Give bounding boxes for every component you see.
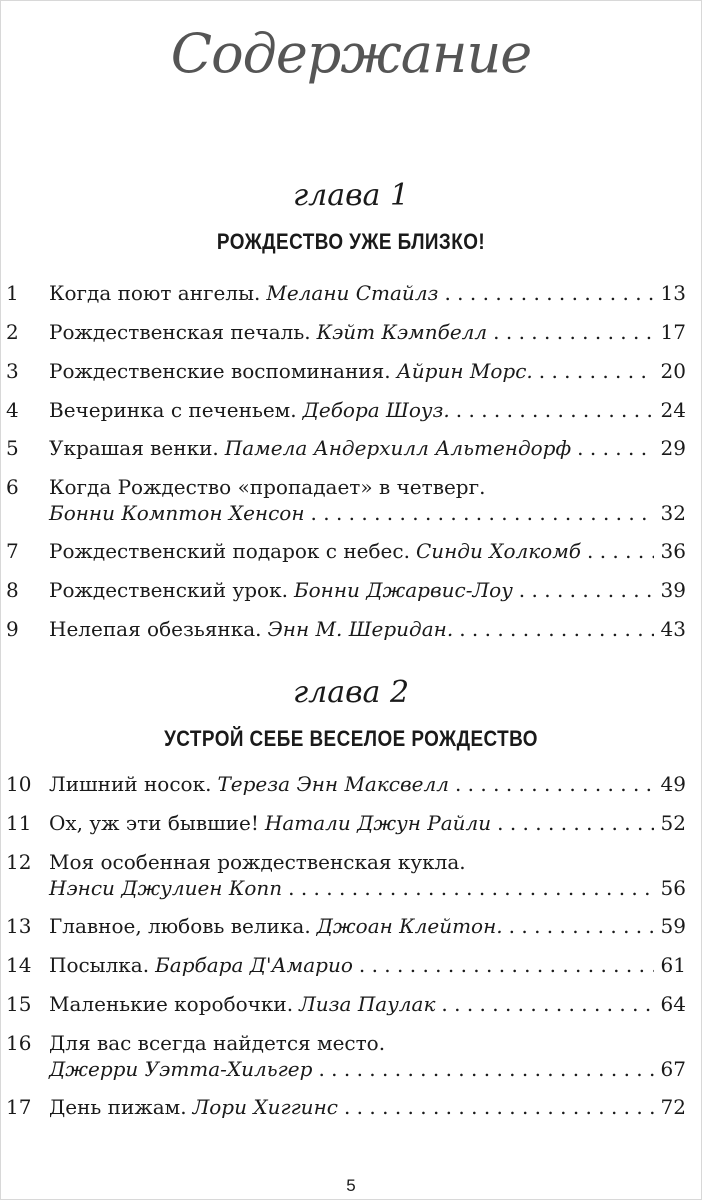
entry-title: Для вас всегда найдется место. xyxy=(49,1031,386,1055)
entry-title: Рождественский подарок с небес. xyxy=(49,539,410,563)
entry-number: 13 xyxy=(6,914,32,938)
dot-leader xyxy=(493,319,654,345)
entry-page: 24 xyxy=(660,398,686,422)
entry-page: 59 xyxy=(660,914,686,938)
entry-author: Энн М. Шеридан. xyxy=(267,617,454,641)
entry-author: Бонни Комптон Хенсон xyxy=(49,501,305,525)
entry-number: 16 xyxy=(6,1031,32,1055)
entry-author: Бонни Джарвис-Лоу xyxy=(293,578,513,602)
page-title: Содержание xyxy=(170,22,532,85)
entry-author: Лори Хиггинс xyxy=(192,1095,338,1119)
entry-number: 11 xyxy=(6,811,32,835)
entry-number: 2 xyxy=(6,320,19,344)
entry-title: Ох, уж эти бывшие! xyxy=(49,811,259,835)
dot-leader xyxy=(509,913,654,939)
entry-number: 9 xyxy=(6,617,19,641)
dot-leader xyxy=(288,875,654,901)
entry-title: Моя особенная рождественская кукла. xyxy=(49,850,466,874)
entry-number: 15 xyxy=(6,992,32,1016)
entry-title: Маленькие коробочки. xyxy=(49,992,294,1016)
entry-title: Главное, любовь велика. xyxy=(49,914,311,938)
dot-leader xyxy=(459,616,654,642)
entry-number: 12 xyxy=(6,850,32,874)
entry-page: 43 xyxy=(660,617,686,641)
entry-page: 29 xyxy=(660,436,686,460)
entry-page: 32 xyxy=(660,501,686,525)
dot-leader xyxy=(497,810,654,836)
chapter-label: глава 1 xyxy=(292,178,410,213)
entry-title: Украшая венки. xyxy=(49,436,219,460)
dot-leader xyxy=(441,991,654,1017)
entry-page: 36 xyxy=(660,539,686,563)
entry-page: 13 xyxy=(660,281,686,305)
dot-leader xyxy=(587,538,654,564)
entry-page: 17 xyxy=(660,320,686,344)
entry-title: Рождественские воспоминания. xyxy=(49,359,391,383)
entry-number: 7 xyxy=(6,539,19,563)
entry-author: Кэйт Кэмпбелл xyxy=(316,320,488,344)
chapter-label: глава 2 xyxy=(292,675,410,710)
entry-title: Вечеринка с печеньем. xyxy=(49,398,297,422)
entry-page: 67 xyxy=(660,1057,686,1081)
entry-author: Тереза Энн Максвелл xyxy=(217,772,449,796)
entry-number: 6 xyxy=(6,475,19,499)
entry-title: Рождественский урок. xyxy=(49,578,288,602)
entry-author: Лиза Паулак xyxy=(299,992,436,1016)
entry-page: 39 xyxy=(660,578,686,602)
entry-author: Айрин Морс. xyxy=(396,359,533,383)
entry-author: Нэнси Джулиен Копп xyxy=(49,876,283,900)
entry-title: Лишний носок. xyxy=(49,772,212,796)
entry-title: Когда поют ангелы. xyxy=(49,281,261,305)
dot-leader xyxy=(539,358,654,384)
entry-number: 1 xyxy=(6,281,19,305)
entry-number: 5 xyxy=(6,436,19,460)
entry-author: Барбара Д'Амарио xyxy=(155,953,353,977)
dot-leader xyxy=(444,280,654,306)
entry-page: 52 xyxy=(660,811,686,835)
entry-page: 64 xyxy=(660,992,686,1016)
entry-number: 8 xyxy=(6,578,19,602)
entry-number: 10 xyxy=(6,772,32,796)
entry-title: День пижам. xyxy=(49,1095,187,1119)
dot-leader xyxy=(359,952,654,978)
entry-author: Джоан Клейтон. xyxy=(316,914,503,938)
entry-author: Джерри Уэтта-Хильгер xyxy=(49,1057,313,1081)
dot-leader xyxy=(455,771,654,797)
entry-number: 17 xyxy=(6,1095,32,1119)
entry-title: Когда Рождество «пропадает» в четверг. xyxy=(49,475,486,499)
entry-author: Мелани Стайлз xyxy=(266,281,439,305)
entry-author: Памела Андерхилл Альтендорф xyxy=(224,436,572,460)
dot-leader xyxy=(519,577,654,603)
entry-number: 4 xyxy=(6,398,19,422)
entry-page: 56 xyxy=(660,876,686,900)
chapter-title: РОЖДЕСТВО УЖЕ БЛИЗКО! xyxy=(216,229,486,254)
entry-page: 49 xyxy=(660,772,686,796)
entry-title: Посылка. xyxy=(49,953,150,977)
entry-number: 3 xyxy=(6,359,19,383)
entry-title: Рождественская печаль. xyxy=(49,320,311,344)
entry-page: 72 xyxy=(660,1095,686,1119)
dot-leader xyxy=(344,1094,654,1120)
entry-number: 14 xyxy=(6,953,32,977)
page-number: 5 xyxy=(346,1176,356,1195)
entry-author: Синди Холкомб xyxy=(415,539,581,563)
entry-page: 20 xyxy=(660,359,686,383)
entry-author: Натали Джун Райли xyxy=(264,811,492,835)
chapter-title: УСТРОЙ СЕБЕ ВЕСЕЛОЕ РОЖДЕСТВО xyxy=(164,726,538,751)
dot-leader xyxy=(318,1056,654,1082)
dot-leader xyxy=(311,500,654,526)
entry-page: 61 xyxy=(660,953,686,977)
dot-leader xyxy=(456,397,654,423)
entry-author: Дебора Шоуз. xyxy=(302,398,450,422)
dot-leader xyxy=(577,435,654,461)
entry-title: Нелепая обезьянка. xyxy=(49,617,262,641)
